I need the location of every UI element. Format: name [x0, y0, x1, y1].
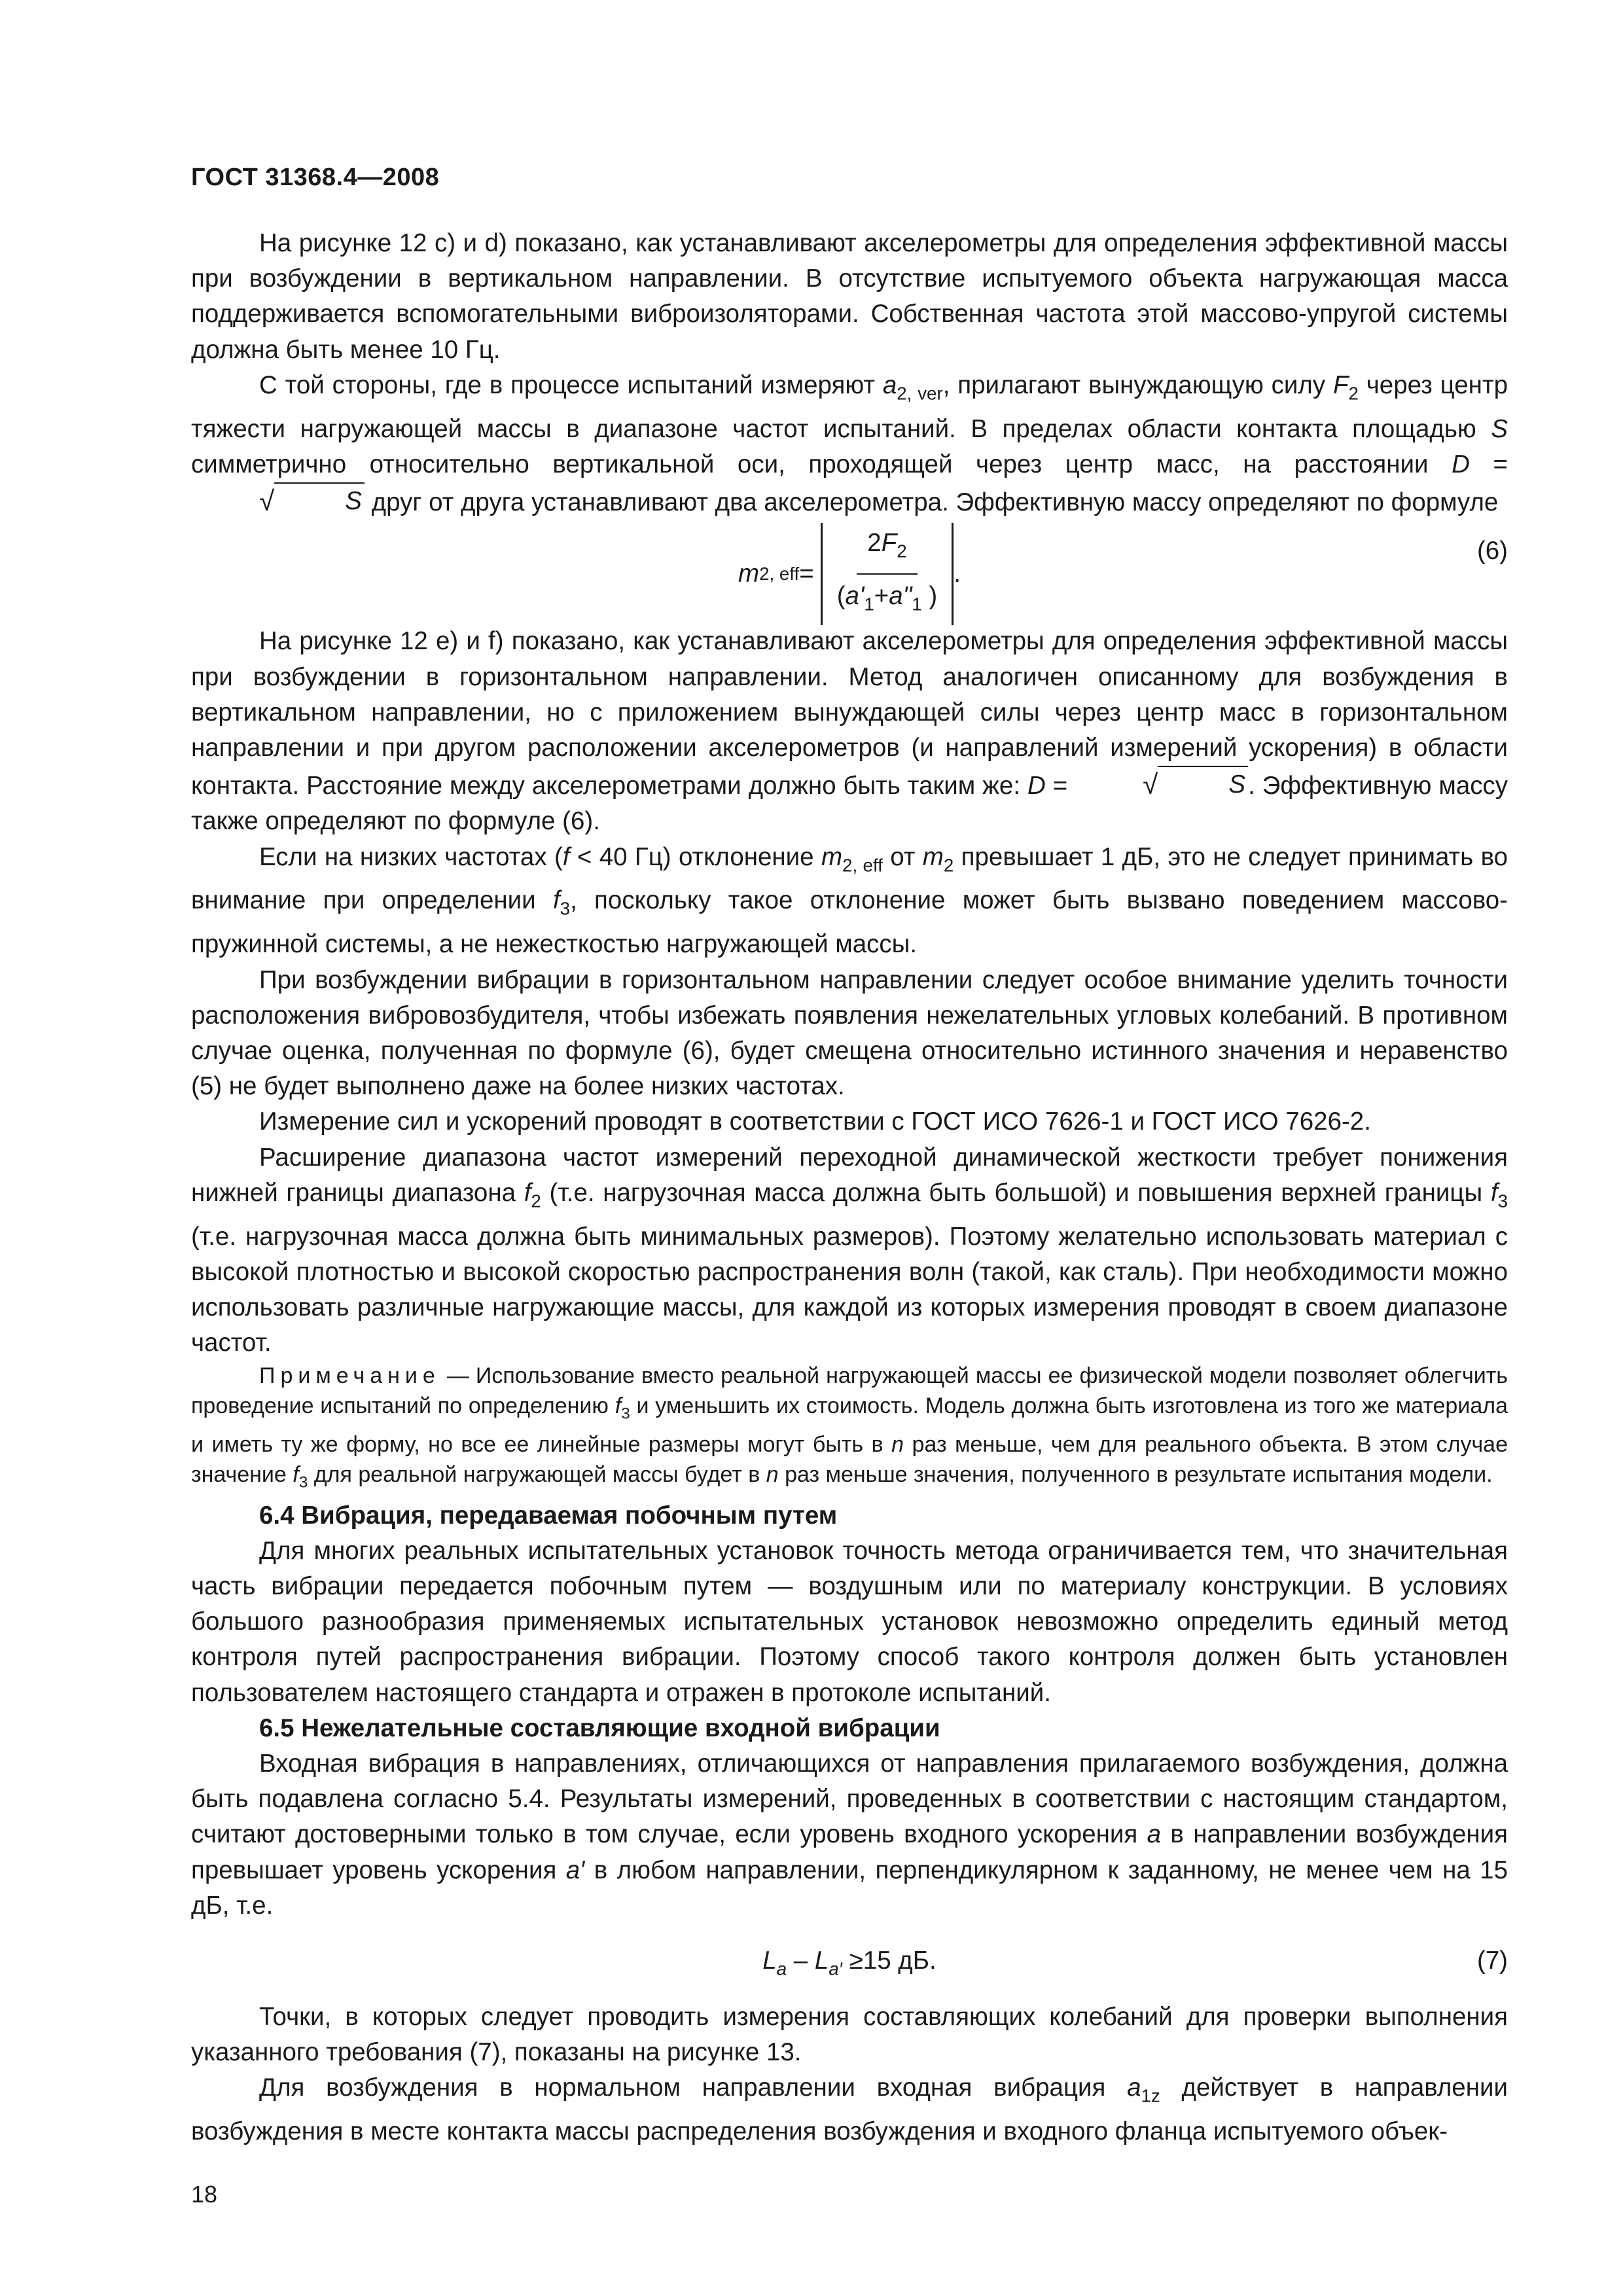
- paragraph: При возбуждении вибрации в горизонтальном направлении следует особое внимание уделить точности расположения вибровозбудителя, чтобы избежать появления нежелательных угловых колебаний. В противном случае оценка, полученная по формуле (6), будет смещена относительно истинного значения и неравенство (5) не будет выполнено даже на более низких частотах.: [191, 965, 1508, 1101]
- sqrt-symbol: √ S: [191, 482, 365, 519]
- paragraph: Точки, в которых следует проводить измерения составляющих колебаний для проверки выполнения указанного требования (7), показаны на рисунке 13.: [191, 2003, 1508, 2067]
- paragraph: Расширение диапазона частот измерений переходной динамической жесткости требует понижения нижней границы диапазона $f_2$ (т.е. нагрузочная масса должна быть большой) и повышения верхней границы $f_3$ (т.е. нагрузочная масса должна быть минимальных размеров). Поэтому желательно использовать материал с высокой плотностью и высокой скоростью распространения волн (такой, как сталь). При необходимости можно использовать различные нагружающие массы, для каждой из которых измерения проводят в своем диапазоне частот.: [191, 1143, 1508, 1357]
- formula-7: $L_a - L_{a'} \ge 15$ дБ. (7): [191, 1937, 1508, 1989]
- paragraph: На рисунке 12 е) и f) показано, как устанавливают акселерометры для определения эффективной массы при возбуждении в горизонтальном направлении. Метод аналогичен описанному для возбуждения в вертикальном направлении, но с приложением вынуждающей силы через центр масс в горизонтальном направлении и при другом расположении акселерометров (и направлений измерений ускорения) в области контакта. Расстояние между акселерометрами должно быть таким же: D = √ S . Эффективную массу также определяют по формуле (6).: [191, 627, 1508, 836]
- absolute-value: [821, 523, 954, 625]
- sqrt-symbol: √ S: [1075, 766, 1248, 802]
- formula-number: (7): [1476, 1946, 1508, 1975]
- page-number: 18: [191, 2181, 218, 2208]
- standard-code: ГОСТ 31368.4—2008: [191, 164, 440, 191]
- paragraph: Входная вибрация в направлениях, отличающихся от направления прилагаемого возбуждения, должна быть подавлена согласно 5.4. Результаты измерений, проведенных в соответствии с настоящим стандартом, считают достоверными только в том случае, если уровень входного ускорения a в направлении возбуждения превышает уровень ускорения a′ в любом направлении, перпендикулярном к заданному, не менее чем на 15 дБ, т.е.: [191, 1749, 1508, 1920]
- paragraph: На рисунке 12 с) и d) показано, как устанавливают акселерометры для определения эффективной массы при возбуждении в вертикальном направлении. В отсутствие испытуемого объекта нагружающая масса поддерживается вспомогательными виброизоляторами. Собственная частота этой массово-упругой системы должна быть менее 10 Гц.: [191, 229, 1508, 364]
- fraction: $\frac{2F_2}{(a'_1+a"_1 )}$: [829, 526, 946, 622]
- paragraph: Если на низких частотах (f < 40 Гц) отклонение $m_{2, eff}$ от $m_2$ превышает 1 дБ, это не следует принимать во внимание при определении $f_3$, поскольку такое отклонение может быть вызвано поведением массово-пружинной системы, а не нежесткостью нагружающей массы.: [191, 842, 1508, 959]
- section-heading-6-4: 6.4 Вибрация, передаваемая побочным путем: [259, 1501, 838, 1530]
- note: Примечание — Использование вместо реальной нагружающей массы ее физической модели позволяет облегчить проведение испытаний по определению $f_3$ и уменьшить их стоимость. Модель должна быть изготовлена из того же материала и иметь ту же форму, но все ее линейные размеры могут быть в n раз меньше, чем для реального объекта. В этом случае значение $f_3$ для реальной нагружающей массы будет в n раз меньше значения, полученного в результате испытания модели.: [191, 1363, 1508, 1492]
- paragraph: С той стороны, где в процессе испытаний измеряют $a_{2, ver}$, прилагают вынуждающую силу $F_2$ через центр тяжести нагружающей массы в диапазоне частот испытаний. В пределах области контакта площадью S симметрично относительно вертикальной оси, проходящей через центр масс, на расстоянии D = √ S друг от друга устанавливают два акселерометра. Эффективную массу определяют по формуле: [191, 368, 1508, 521]
- section-heading-6-5: 6.5 Нежелательные составляющие входной вибрации: [259, 1713, 940, 1742]
- formula-6: m 2, eff = $\frac{2F_2}{(a'_1+a"_1 )}$ . (6): [191, 523, 1508, 621]
- paragraph: Для многих реальных испытательных установок точность метода ограничивается тем, что значительная часть вибрации передается побочным путем — воздушным или по материалу конструкции. В условиях большого разнообразия применяемых испытательных установок невозможно определить единый метод контроля путей распространения вибрации. Поэтому способ такого контроля должен быть установлен пользователем настоящего стандарта и отражен в протоколе испытаний.: [191, 1536, 1508, 1707]
- page-content: [191, 226, 1508, 2150]
- formula-number: (6): [1476, 537, 1508, 565]
- paragraph: Измерение сил и ускорений проводят в соответствии с ГОСТ ИСО 7626-1 и ГОСТ ИСО 7626-2.: [259, 1107, 1371, 1136]
- paragraph: Для возбуждения в нормальном направлении входная вибрация $a_{1z}$ действует в направлении возбуждения в месте контакта массы распределения возбуждения и входного фланца испытуемого объек-: [191, 2073, 1508, 2146]
